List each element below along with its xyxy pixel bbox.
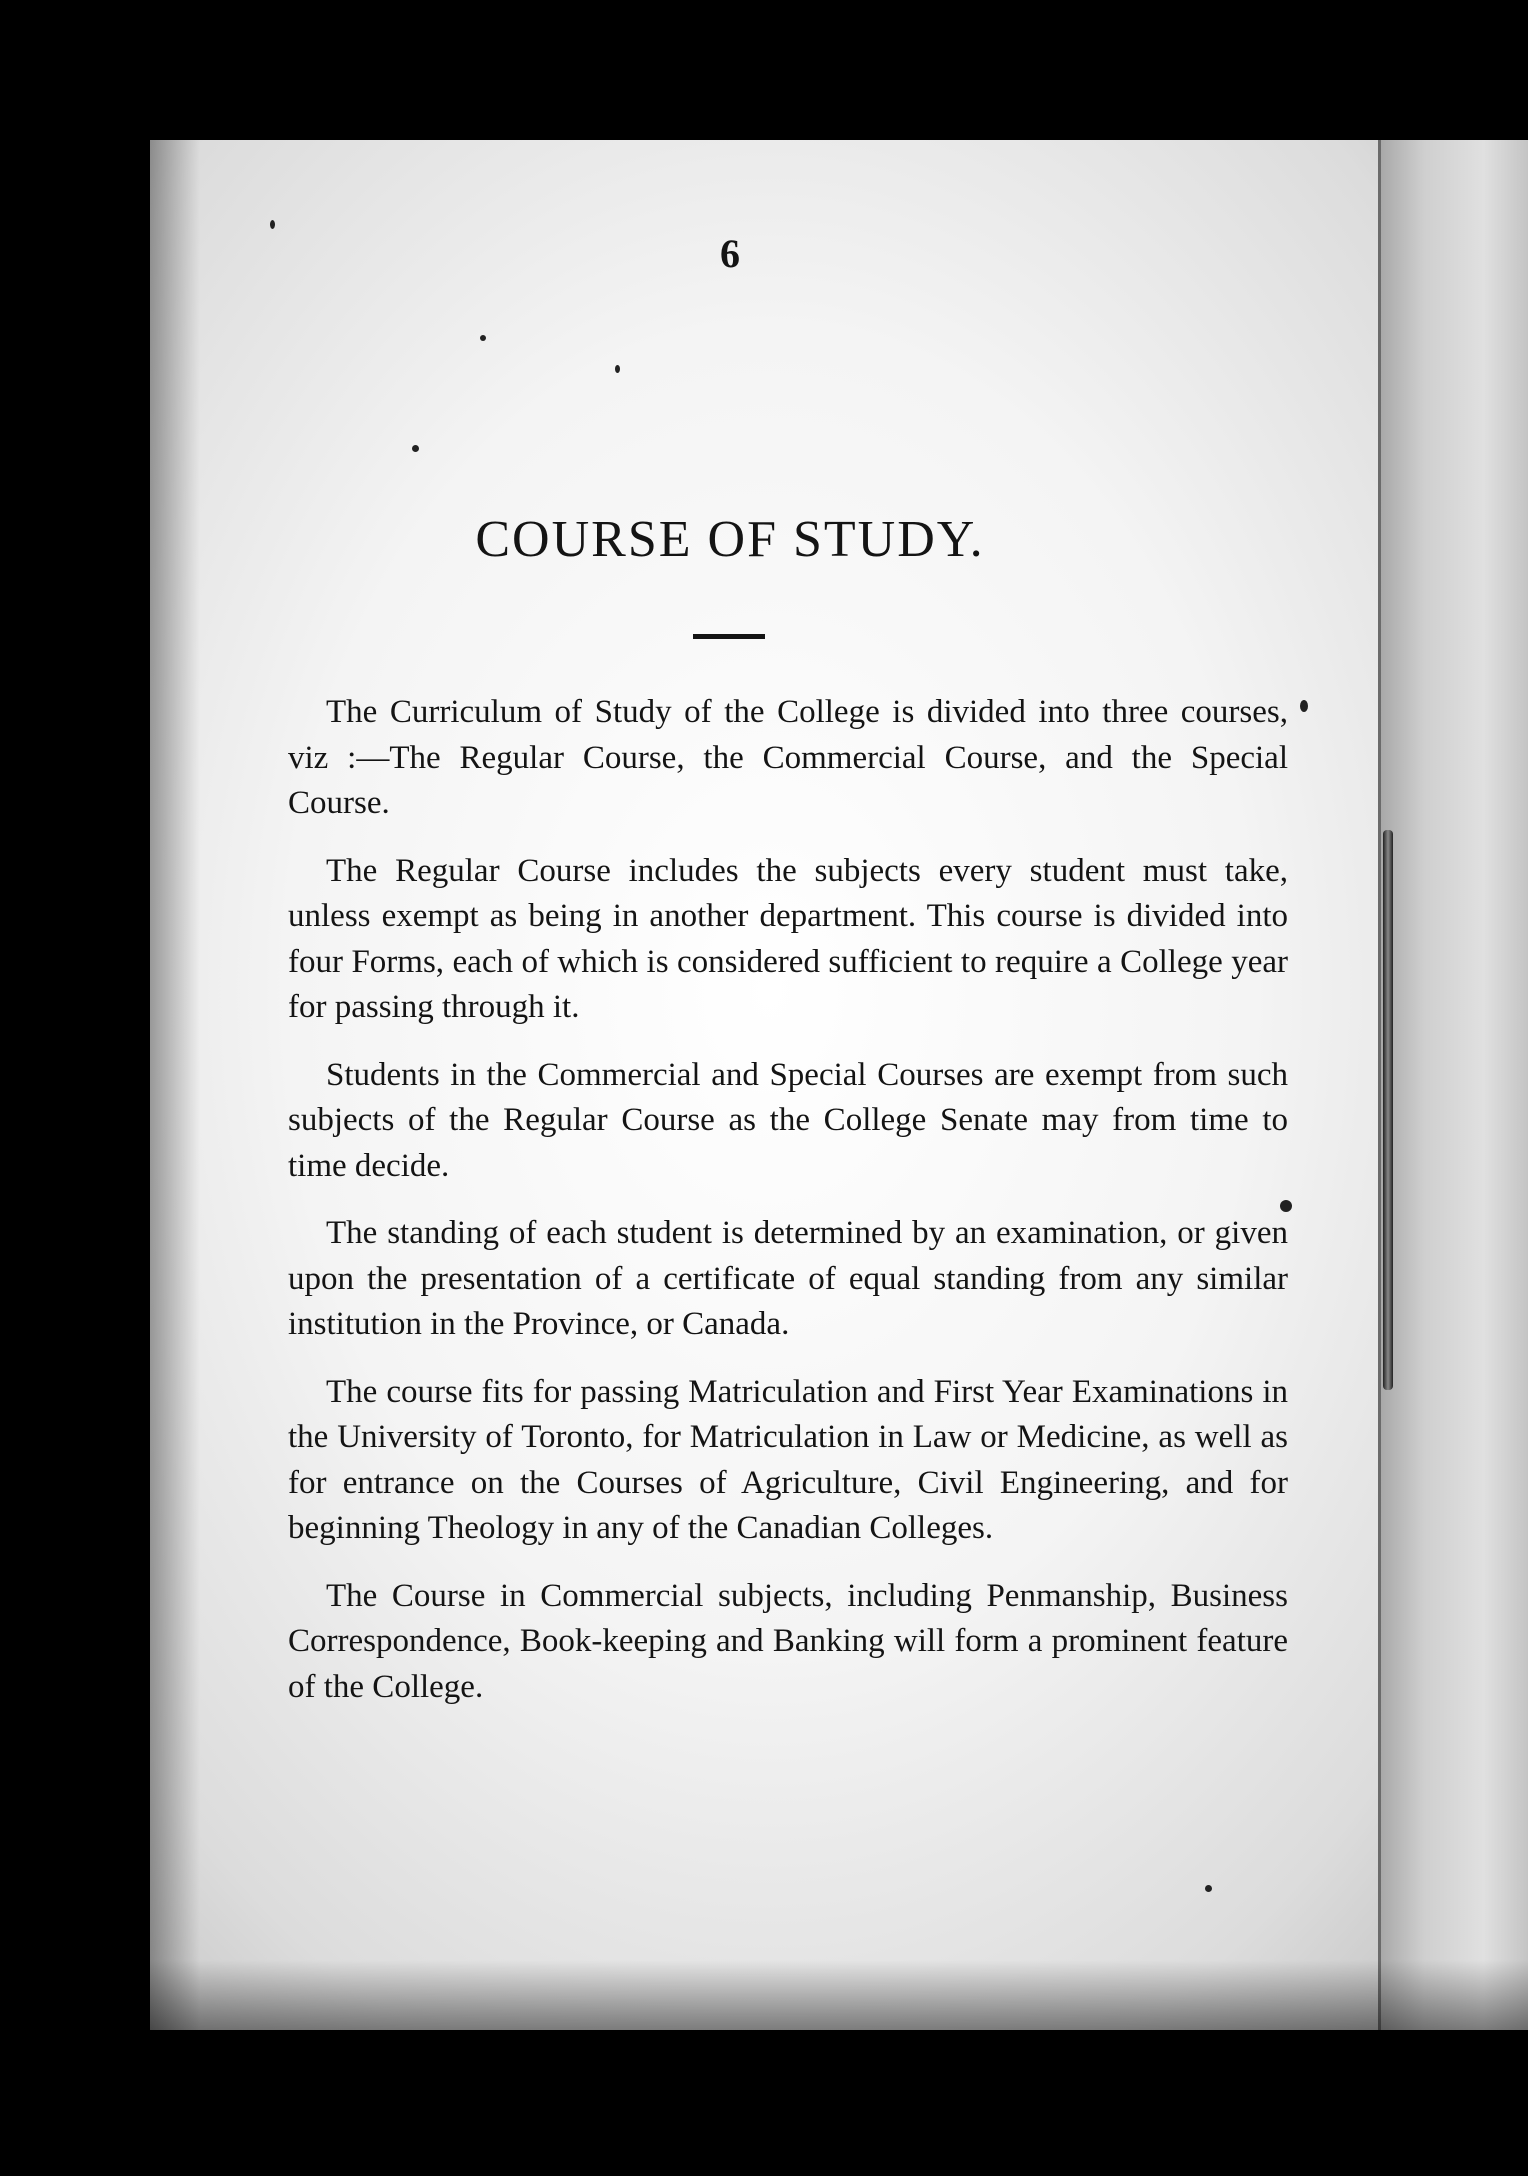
adjacent-page-strip <box>1380 140 1528 2030</box>
page-number: 6 <box>720 231 740 276</box>
binding-thread <box>1383 830 1393 1390</box>
paragraph-course-fits: The course fits for passing Matriculation and First Year Examinations in the University of Toronto, for Matriculation in Law or Medicine, as well as for entrance on the Courses of Agriculture, Civil Engineering, and for beginning Theology in any of the Canadian Colleges. <box>288 1373 1288 1546</box>
paragraph-regular-course: The Regular Course includes the subjects every student must take, unless exempt as being in another department. This course is divided into four Forms, each of which is considered sufficient to require a College year for passing through it. <box>288 852 1288 1025</box>
document-page <box>150 140 1528 2030</box>
page-bottom-shadow <box>150 1960 1528 2030</box>
body-text <box>288 690 1288 1732</box>
ink-speck <box>1205 1885 1212 1892</box>
paragraph-commercial-special: Students in the Commercial and Special Courses are exempt from such subjects of the Regular Course as the College Senate may from time to time decide. <box>288 1056 1288 1184</box>
ink-speck <box>412 445 419 452</box>
page-title: COURSE OF STUDY. <box>475 511 985 568</box>
ink-speck <box>615 365 620 373</box>
ink-speck <box>270 220 275 229</box>
page-edge-shadow <box>150 140 200 2030</box>
page-fold-line <box>1378 140 1381 2030</box>
ink-speck <box>480 335 486 341</box>
ink-speck <box>1280 1200 1292 1212</box>
paragraph-commercial-subjects: The Course in Commercial subjects, including Penmanship, Business Correspondence, Book-keeping and Banking will form a prominent feature of the College. <box>288 1577 1288 1705</box>
title-rule <box>693 634 765 639</box>
paragraph-standing: The standing of each student is determined by an examination, or given upon the presentation of a certificate of equal standing from any similar institution in the Province, or Canada. <box>288 1215 1288 1342</box>
paragraph-curriculum: The Curriculum of Study of the College is divided into three courses, viz :—The Regular Course, the Commercial Course, and the Special Course. <box>288 694 1288 821</box>
ink-speck <box>1300 700 1308 712</box>
